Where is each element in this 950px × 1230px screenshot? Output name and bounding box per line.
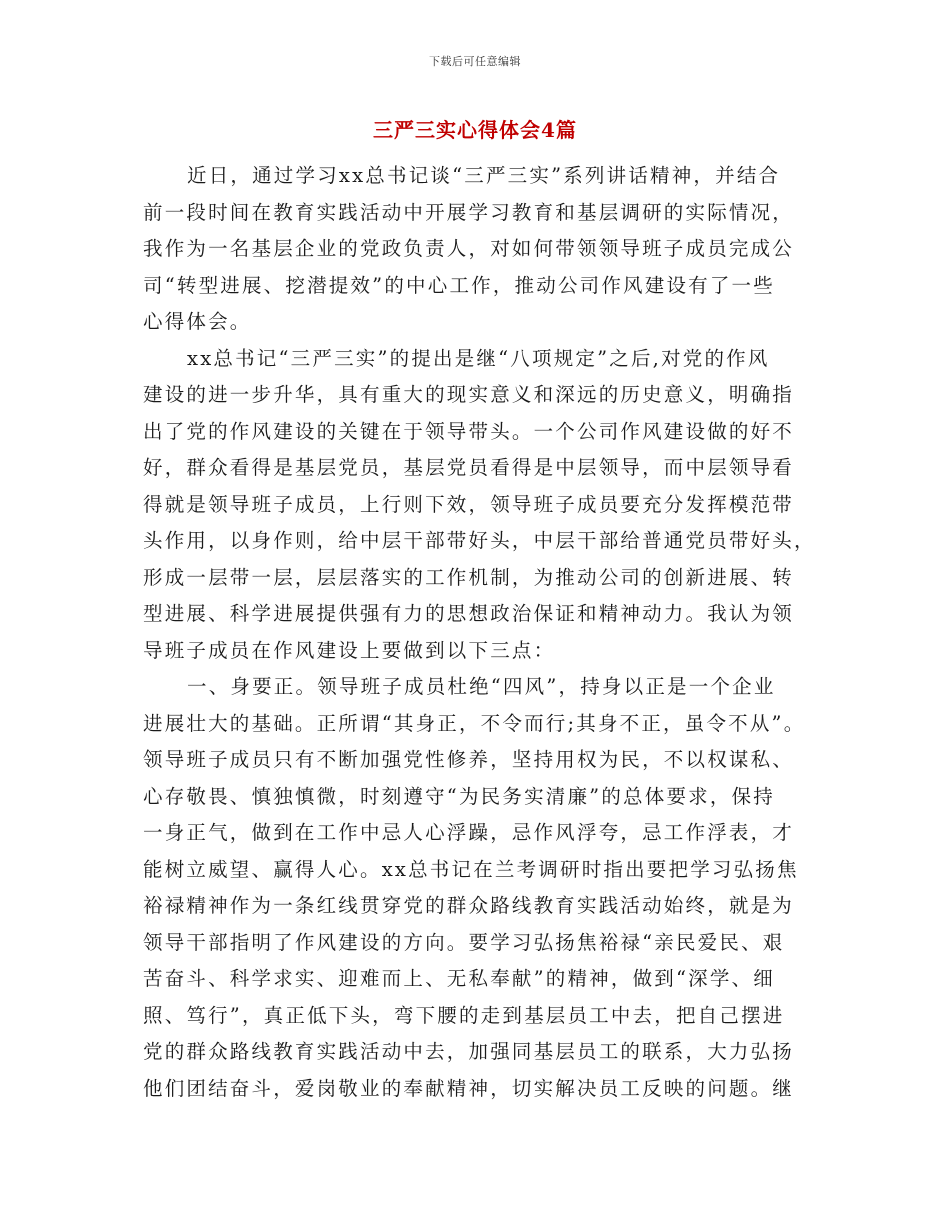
text-line: xx总书记“三严三实”的提出是继“八项规定”之后,对党的作风 — [187, 346, 770, 370]
text-line: 进展壮大的基础。正所谓“其身正，不令而行;其身不正，虽令不从”。 — [143, 711, 806, 735]
text-line: 一身正气，做到在工作中忌人心浮躁，忌作风浮夸，忌工作浮表，才 — [143, 821, 795, 844]
text-line: 心得体会。 — [143, 310, 252, 333]
document-title: 三严三实心得体会4篇 — [373, 118, 577, 142]
text-line: 头作用，以身作则，给中层干部带好头，中层干部给普通党员带好头， — [143, 529, 816, 552]
header-note: 下载后可任意编辑 — [429, 55, 521, 68]
text-line: 心存敬畏、慎独慎微，时刻遵守“为民务实清廉”的总体要求，保持 — [143, 784, 775, 808]
text-line: 近日，通过学习xx总书记谈“三严三实”系列讲话精神，并结合 — [187, 164, 781, 187]
text-line: 型进展、科学进展提供强有力的思想政治保证和精神动力。我认为领 — [143, 602, 795, 625]
text-line: 司“转型进展、挖潜提效”的中心工作，推动公司作风建设有了一些 — [143, 273, 775, 297]
text-line: 苦奋斗、科学求实、迎难而上、无私奉献”的精神，做到“深学、细 — [143, 967, 775, 990]
text-line: 导班子成员在作风建设上要做到以下三点： — [143, 638, 556, 662]
text-line: 裕禄精神作为一条红线贯穿党的群众路线教育实践活动始终，就是为 — [143, 894, 795, 917]
document-body — [143, 158, 833, 1107]
text-line: 好，群众看得是基层党员，基层党员看得是中层领导，而中层领导看 — [143, 456, 795, 479]
text-line: 党的群众路线教育实践活动中去，加强同基层员工的联系，大力弘扬 — [143, 1040, 795, 1063]
text-line: 得就是领导班子成员，上行则下效，领导班子成员要充分发挥模范带 — [143, 492, 795, 516]
text-line: 照、笃行”，真正低下头，弯下腰的走到基层员工中去，把自己摆进 — [143, 1003, 785, 1027]
text-line: 出了党的作风建设的关键在于领导带头。一个公司作风建设做的好不 — [143, 419, 795, 443]
text-line: 形成一层带一层，层层落实的工作机制，为推动公司的创新进展、转 — [143, 565, 795, 589]
text-line: 能树立威望、赢得人心。xx总书记在兰考调研时指出要把学习弘扬焦 — [143, 857, 799, 881]
text-line: 一、身要正。领导班子成员杜绝“四风”，持身以正是一个企业 — [187, 675, 776, 698]
text-line: 我作为一名基层企业的党政负责人，对如何带领领导班子成员完成公 — [143, 237, 795, 260]
text-line: 建设的进一步升华，具有重大的现实意义和深远的历史意义，明确指 — [143, 383, 795, 406]
text-line: 他们团结奋斗，爱岗敬业的奉献精神，切实解决员工反映的问题。继 — [143, 1076, 795, 1100]
text-line: 前一段时间在教育实践活动中开展学习教育和基层调研的实际情况， — [143, 200, 795, 224]
text-line: 领导班子成员只有不断加强党性修养，坚持用权为民，不以权谋私、 — [143, 748, 795, 771]
text-line: 领导干部指明了作风建设的方向。要学习弘扬焦裕禄“亲民爱民、艰 — [143, 930, 785, 954]
